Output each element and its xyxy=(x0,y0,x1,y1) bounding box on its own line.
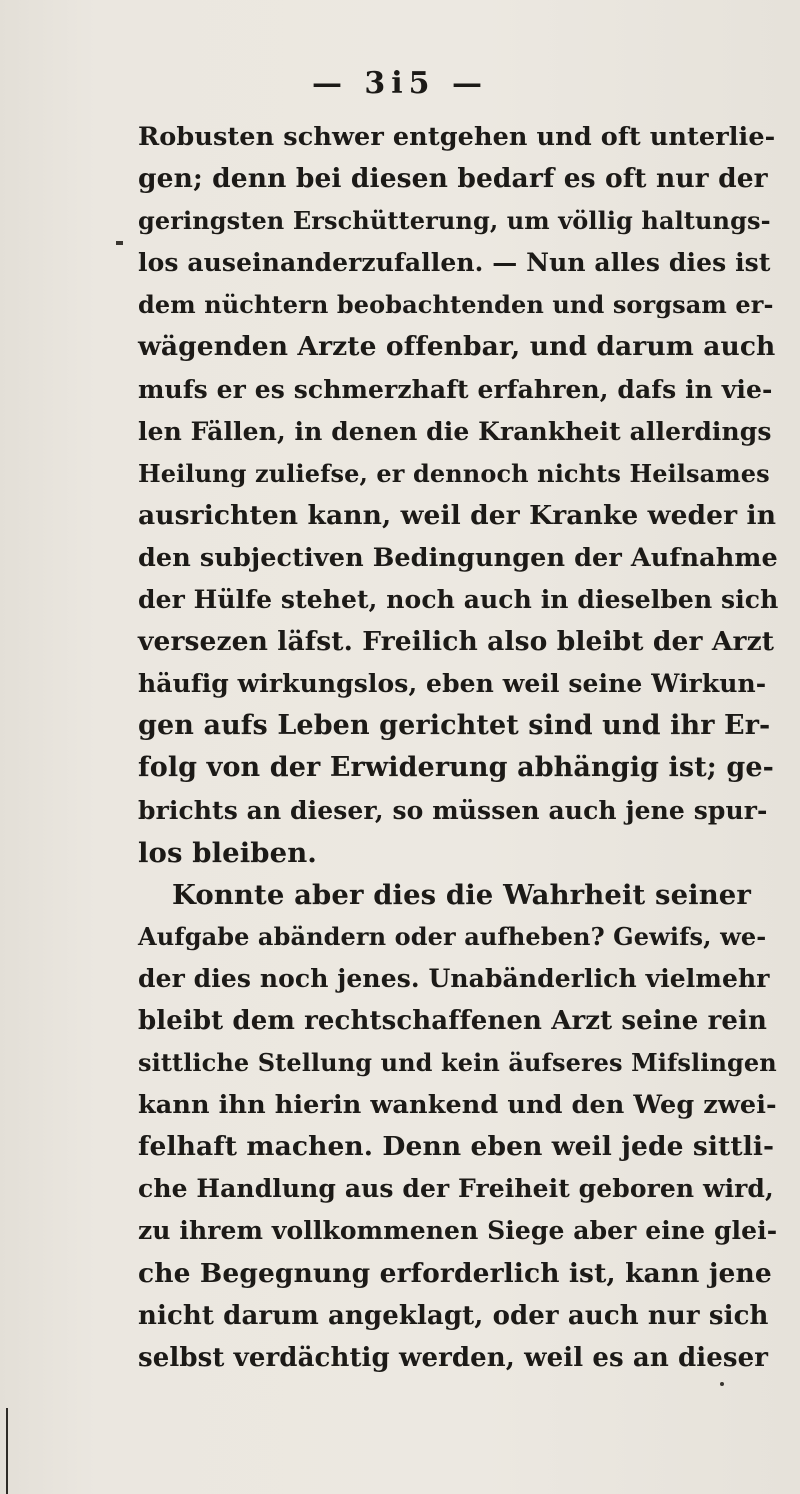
page-number: — 3i5 — xyxy=(311,66,489,101)
text-line: der dies noch jenes. Unabänderlich vielmehr xyxy=(138,963,770,993)
text-line: bleibt dem rechtschaffenen Arzt seine rein xyxy=(138,1005,767,1036)
text-line: nicht darum angeklagt, oder auch nur sich xyxy=(138,1300,769,1331)
text-line: selbst verdächtig werden, weil es an dieser xyxy=(138,1342,769,1373)
page-edge-line xyxy=(6,1408,8,1494)
text-line: los auseinanderzufallen. — Nun alles dies ist xyxy=(138,248,771,278)
text-line: ausrichten kann, weil der Kranke weder in xyxy=(138,499,777,531)
margin-ink-speck xyxy=(116,241,123,245)
text-line: Robusten schwer entgehen und oft unterlie- xyxy=(138,122,776,152)
text-line: versezen läfst. Freilich also bleibt der Arzt xyxy=(138,626,775,658)
text-line: der Hülfe stehet, noch auch in dieselben sich xyxy=(138,585,779,615)
text-line: geringsten Erschütterung, um völlig haltungs- xyxy=(138,206,771,236)
text-line: gen aufs Leben gerichtet sind und ihr Er- xyxy=(138,710,771,742)
text-line: folg von der Erwiderung abhängig ist; ge- xyxy=(138,752,774,784)
text-line: mufs er es schmerzhaft erfahren, dafs in vie- xyxy=(138,374,773,404)
text-line: häufig wirkungslos, eben weil seine Wirkun- xyxy=(138,669,767,699)
body-text xyxy=(138,116,778,1379)
text-line: kann ihn hierin wankend und den Weg zwei- xyxy=(138,1090,777,1121)
text-line: sittliche Stellung und kein äufseres Mifslingen xyxy=(138,1048,777,1078)
text-line: den subjectiven Bedingungen der Aufnahme xyxy=(138,542,778,573)
text-line: los bleiben. xyxy=(138,836,317,869)
text-line: wägenden Arzte offenbar, und darum auch xyxy=(138,331,776,363)
text-line: che Handlung aus der Freiheit geboren wird, xyxy=(138,1174,774,1204)
text-line: Aufgabe abändern oder aufheben? Gewifs, we- xyxy=(138,921,767,951)
paragraph-start-line: Konnte aber dies die Wahrheit seiner xyxy=(172,878,751,911)
text-line: brichts an dieser, so müssen auch jene spur- xyxy=(138,795,768,825)
text-line: gen; denn bei diesen bedarf es oft nur der xyxy=(138,163,768,195)
text-line: len Fällen, in denen die Krankheit allerdings xyxy=(138,416,772,446)
text-line: che Begegnung erforderlich ist, kann jene xyxy=(138,1257,772,1289)
text-line: dem nüchtern beobachtenden und sorgsam er- xyxy=(138,290,774,320)
text-line: zu ihrem vollkommenen Siege aber eine glei- xyxy=(138,1216,778,1246)
text-line: felhaft machen. Denn eben weil jede sittli- xyxy=(138,1131,775,1163)
text-line: Heilung zuliefse, er dennoch nichts Heilsames xyxy=(138,458,770,488)
margin-ink-speck xyxy=(720,1382,724,1386)
